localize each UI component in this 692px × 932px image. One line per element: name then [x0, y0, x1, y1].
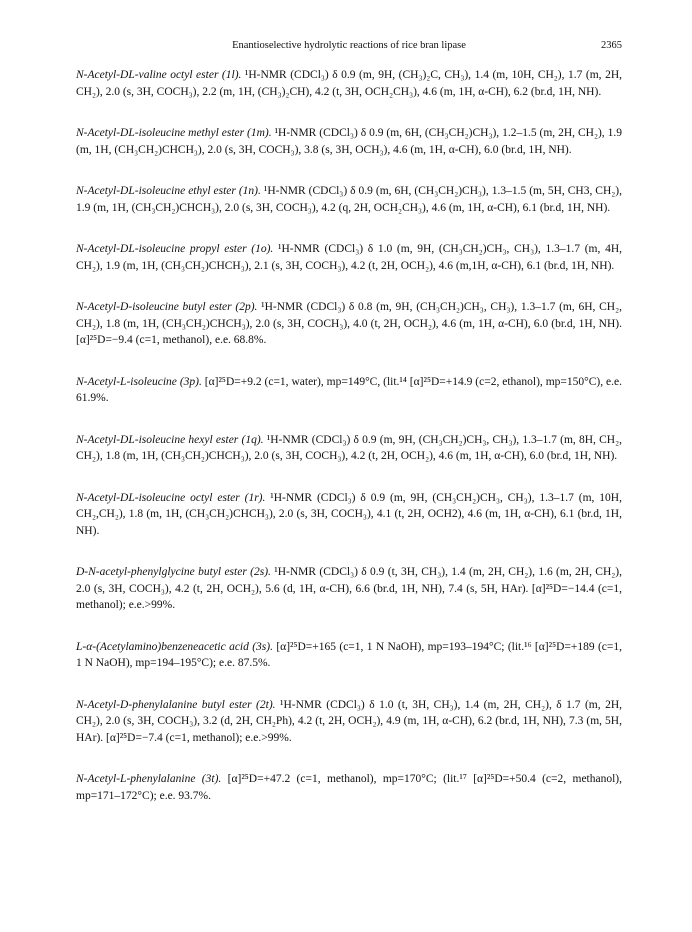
compound-entry-1r: [76, 490, 622, 540]
compound-data: ¹H-NMR (CDCl₃) δ 0.9 (m, 9H, (CH₃CH₂)CH₃, CH₃), 1.3–1.7 (m, 10H, CH₂,CH₂), 1.8 (m, 1H, (CH₃CH₂)CHCH₃), 2.0 (s, 3H, COCH₃), 4.1 (t, 2H, OCH2), 4.6 (m, 1H, α-CH), 6.1 (br.d, 1H, NH).: [76, 491, 622, 537]
compound-name: N-Acetyl-L-isoleucine (3p).: [76, 375, 202, 388]
compound-data: ¹H-NMR (CDCl₃) δ 0.9 (m, 6H, (CH₃CH₂)CH₃), 1.3–1.5 (m, 5H, CH3, CH₂), 1.9 (m, 1H, (CH₃CH₂)CHCH₃), 2.0 (s, 3H, COCH₃), 4.2 (q, 2H, OCH₂CH₃), 4.6 (m, 1H, α-CH), 6.1 (br.d, 1H, NH).: [76, 185, 622, 214]
compound-name: N-Acetyl-DL-isoleucine hexyl ester (1q).: [76, 433, 264, 446]
compound-name: N-Acetyl-D-phenylalanine butyl ester (2t).: [76, 698, 276, 711]
compound-data: ¹H-NMR (CDCl₃) δ 0.9 (m, 9H, (CH₃CH₂)CH₃, CH₃), 1.3–1.7 (m, 8H, CH₂, CH₂), 1.8 (m, 1H, (CH₃CH₂)CHCH₃), 2.0 (s, 3H, COCH₃), 4.2 (t, 2H, OCH₂), 4.6 (m, 1H, α-CH), 6.0 (br.d, 1H, NH).: [76, 433, 622, 462]
article-body: [76, 67, 622, 829]
compound-name: N-Acetyl-D-isoleucine butyl ester (2p).: [76, 301, 258, 313]
compound-entry-2t: [76, 697, 622, 747]
compound-entry-3s: [76, 639, 622, 672]
compound-entry-1o: [76, 241, 622, 274]
compound-name: L-α-(Acetylamino)benzeneacetic acid (3s).: [76, 640, 273, 653]
running-title: Enantioselective hydrolytic reactions of rice bran lipase: [232, 40, 466, 51]
compound-name: D-N-acetyl-phenylglycine butyl ester (2s).: [76, 566, 271, 578]
compound-name: N-Acetyl-DL-isoleucine propyl ester (1o).: [76, 243, 274, 255]
compound-entry-2s: [76, 564, 622, 614]
compound-name: N-Acetyl-DL-isoleucine ethyl ester (1n).: [76, 185, 261, 197]
compound-name: N-Acetyl-DL-isoleucine methyl ester (1m).: [76, 127, 272, 139]
compound-entry-1q: [76, 432, 622, 465]
compound-data: ¹H-NMR (CDCl₃) δ 0.8 (m, 9H, (CH₃CH₂)CH₃, CH₃), 1.3–1.7 (m, 6H, CH₂, CH₂), 1.8 (m, 1H, (CH₃CH₂)CHCH₃), 2.0 (s, 3H, COCH₃), 4.0 (t, 2H, OCH₂), 4.6 (m, 1H, α-CH), 6.0 (br.d, 1H, NH). [α]²⁵D=−9.4 (c=1, methanol), e.e. 68.8%.: [76, 301, 622, 346]
compound-data: [α]²⁵D=+165 (c=1, 1 N NaOH), mp=193–194°C; (lit.¹⁶ [α]²⁵D=+189 (c=1, 1 N NaOH), mp=194–195°C); e.e. 87.5%.: [76, 640, 622, 669]
compound-name: N-Acetyl-L-phenylalanine (3t).: [76, 773, 222, 785]
compound-data: ¹H-NMR (CDCl₃) δ 1.0 (m, 9H, (CH₃CH₂)CH₃, CH₃), 1.3–1.7 (m, 4H, CH₂), 1.9 (m, 1H, (CH₃CH₂)CHCH₃), 2.1 (s, 3H, COCH₃), 4.2 (t, 2H, OCH₂), 4.6 (m,1H, α-CH), 6.1 (br.d, 1H, NH).: [76, 243, 622, 272]
compound-entry-1l: [76, 67, 622, 100]
compound-entry-3t: [76, 771, 622, 804]
page-number: 2365: [601, 40, 622, 51]
compound-name: N-Acetyl-DL-isoleucine octyl ester (1r).: [76, 491, 266, 504]
compound-name: N-Acetyl-DL-valine octyl ester (1l).: [76, 69, 242, 81]
compound-data: [α]²⁵D=+47.2 (c=1, methanol), mp=170°C; (lit.¹⁷ [α]²⁵D=+50.4 (c=2, methanol), mp=171–172°C); e.e. 93.7%.: [76, 773, 623, 802]
compound-data: [α]²⁵D=+9.2 (c=1, water), mp=149°C, (lit.¹⁴ [α]²⁵D=+14.9 (c=2, ethanol), mp=150°C), e.e. 61.9%.: [76, 375, 622, 404]
compound-data: ¹H-NMR (CDCl₃) δ 0.9 (m, 9H, (CH₃)₂C, CH₃), 1.4 (m, 10H, CH₂), 1.7 (m, 2H, CH₂), 2.0 (s, 3H, COCH₃), 2.2 (m, 1H, (CH₃)₂CH), 4.2 (t, 3H, OCH₂CH₃), 4.6 (m, 1H, α-CH), 6.2 (br.d, 1H, NH).: [76, 69, 622, 98]
compound-entry-1m: [76, 125, 622, 158]
compound-entry-2p: [76, 299, 622, 349]
compound-entry-3p: [76, 374, 622, 407]
compound-data: ¹H-NMR (CDCl₃) δ 0.9 (m, 6H, (CH₃CH₂)CH₃), 1.2–1.5 (m, 2H, CH₂), 1.9 (m, 1H, (CH₃CH₂)CHCH₃), 2.0 (s, 3H, COCH₃), 3.8 (s, 3H, OCH₃), 4.6 (m, 1H, α-CH), 6.0 (br.d, 1H, NH).: [76, 127, 622, 156]
compound-data: ¹H-NMR (CDCl₃) δ 1.0 (t, 3H, CH₃), 1.4 (m, 2H, CH₂), δ 1.7 (m, 2H, CH₂), 2.0 (s, 3H, COCH₃), 3.2 (d, 2H, CH₂Ph), 4.2 (t, 2H, OCH₂), 4.9 (m, 1H, α-CH), 6.2 (br.d, 1H, NH), 7.3 (m, 5H, HAr). [α]²⁵D=−7.4 (c=1, methanol); e.e.>99%.: [76, 698, 623, 744]
compound-entry-1n: [76, 183, 622, 216]
compound-data: ¹H-NMR (CDCl₃) δ 0.9 (t, 3H, CH₃), 1.4 (m, 2H, CH₂), 1.6 (m, 2H, CH₂), 2.0 (s, 3H, COCH₃), 4.2 (t, 2H, OCH₂), 5.6 (d, 1H, α-CH), 6.6 (br.d, 1H, NH), 7.4 (s, 5H, HAr). [α]²⁵D=−14.4 (c=1, methanol); e.e.>99%.: [76, 566, 622, 611]
